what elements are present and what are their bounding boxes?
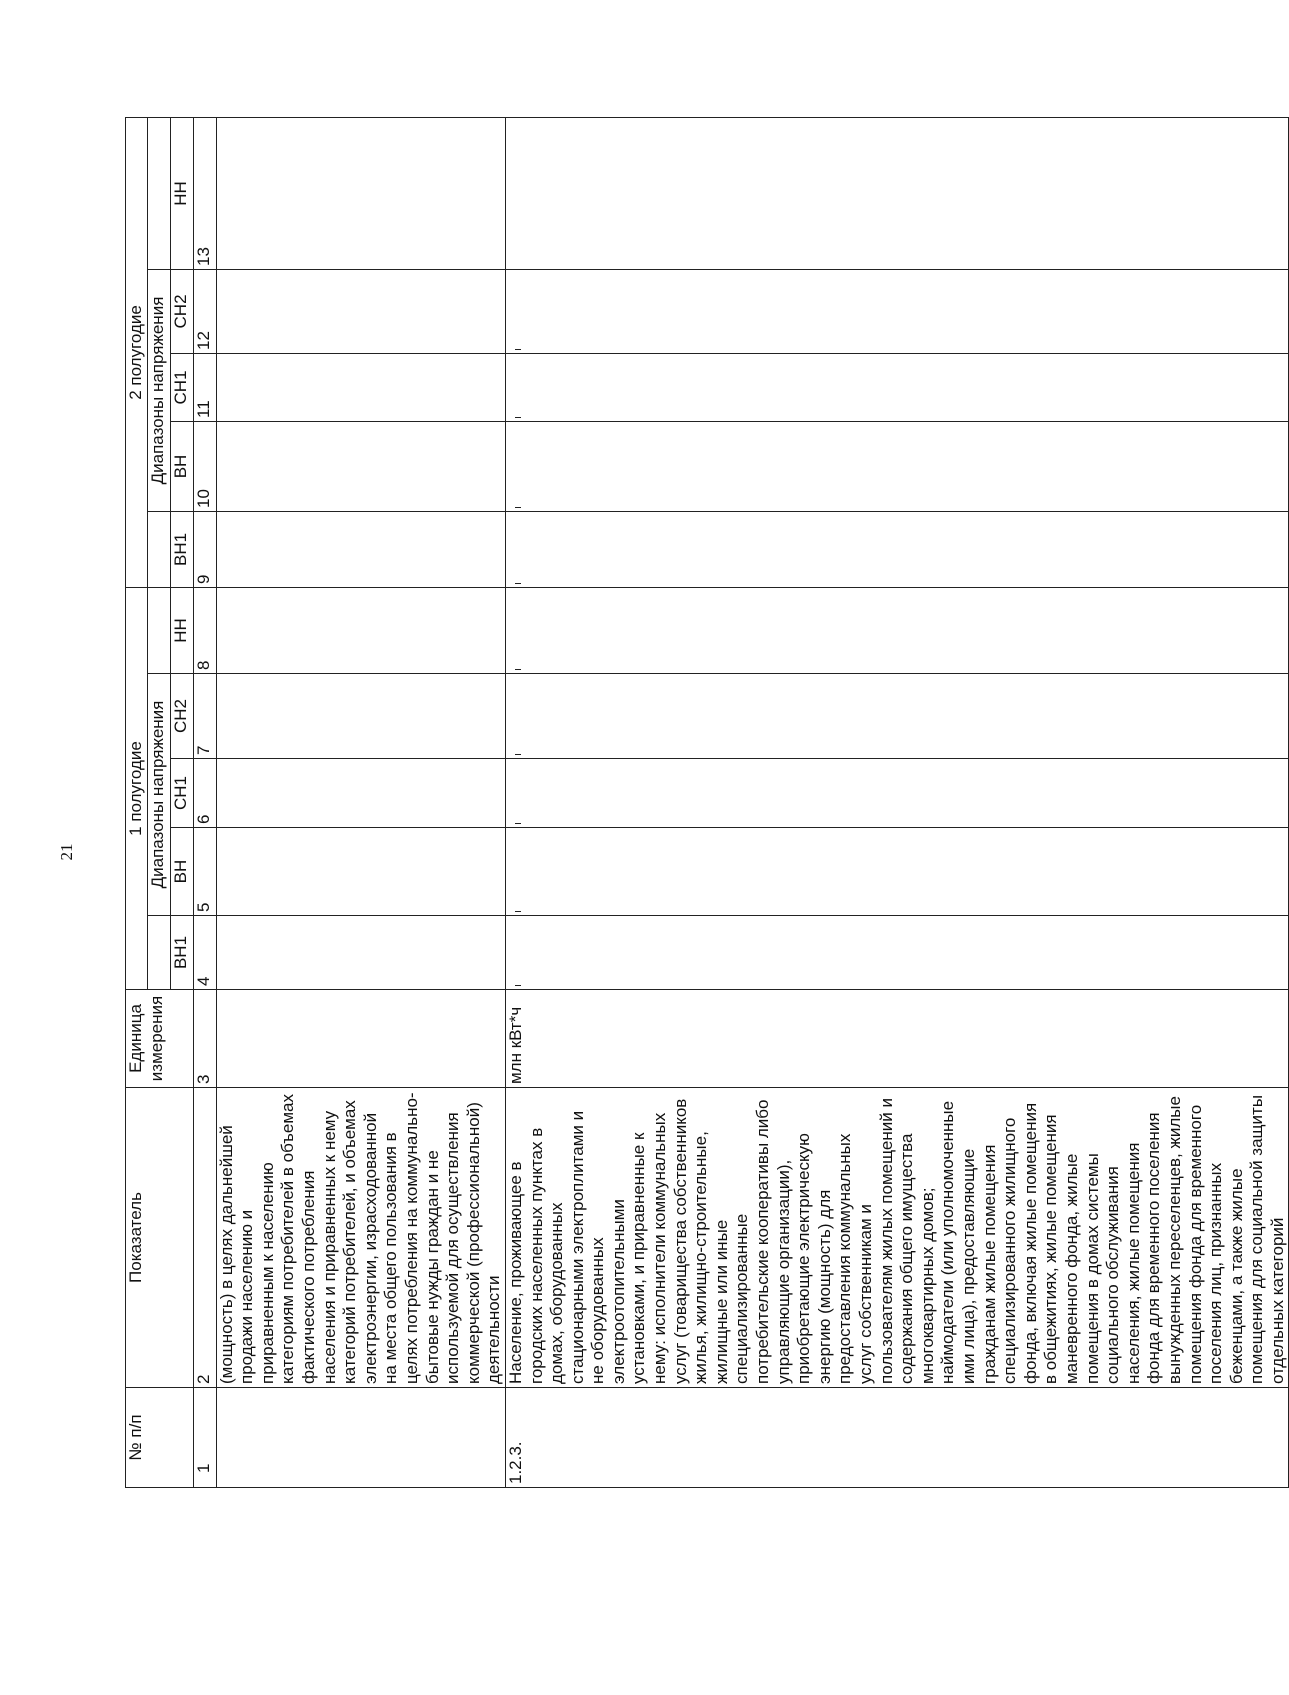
col-num-4: 4 [193, 916, 216, 990]
row-num [216, 1388, 505, 1488]
row-cell [505, 421, 1289, 511]
col-num-9: 9 [193, 511, 216, 587]
col-num-5: 5 [193, 828, 216, 916]
column-number-row [193, 117, 216, 1487]
row-indicator: (мощность) в целях дальнейшей продажи населению и приравненным к населению категориям потребителей в объемах фактического потребления населения и приравненных к нему категорий потребителей, и объемах электроэнергии, израсходованной на места общего пользования в целях потребления на коммунально-бытовые нужды граждан и не используемой для осуществления коммерческой (профессиональной) деятельности [216, 1088, 505, 1388]
col-num-6: 6 [193, 759, 216, 828]
col-num-7: 7 [193, 674, 216, 759]
row-cell [505, 511, 1289, 587]
header-sn1-a: СН1 [170, 759, 193, 828]
row-cell [216, 117, 505, 269]
header-nn-b: НН [170, 117, 193, 269]
header-ranges-2: Диапазоны напряжения [147, 269, 170, 511]
row-cell [216, 587, 505, 673]
col-num-1: 1 [193, 1388, 216, 1488]
header-unit: Единица измерения [126, 990, 194, 1088]
row-cell [216, 421, 505, 511]
cell-tick [515, 754, 521, 755]
row-cell [505, 759, 1289, 828]
rotated-table-container [125, 118, 1287, 1488]
col-num-10: 10 [193, 421, 216, 511]
row-cell [216, 674, 505, 759]
cell-tick [515, 985, 521, 986]
row-cell [216, 759, 505, 828]
col-num-8: 8 [193, 587, 216, 673]
header-vn1-a: ВН1 [170, 916, 193, 990]
cell-tick [515, 669, 521, 670]
col-num-2: 2 [193, 1088, 216, 1388]
row-cell [505, 828, 1289, 916]
header-sn2-b: СН2 [170, 269, 193, 353]
header-vn1-b: ВН1 [170, 511, 193, 587]
cell-tick [515, 823, 521, 824]
col-num-13: 13 [193, 117, 216, 269]
row-cell [505, 916, 1289, 990]
header-indicator: Показатель [126, 1088, 194, 1388]
header-blank-2 [147, 587, 170, 673]
cell-tick [515, 417, 521, 418]
row-cell [505, 353, 1289, 421]
header-vn-a: ВН [170, 828, 193, 916]
row-cell [216, 828, 505, 916]
col-num-11: 11 [193, 353, 216, 421]
table-row [216, 117, 505, 1487]
cell-tick [515, 349, 521, 350]
row-cell [216, 916, 505, 990]
header-sn2-a: СН2 [170, 674, 193, 759]
row-cell [505, 269, 1289, 353]
header-ranges-1: Диапазоны напряжения [147, 674, 170, 916]
row-num: 1.2.3. [505, 1388, 1289, 1488]
row-cell [216, 353, 505, 421]
header-nn-a: НН [170, 587, 193, 673]
cell-tick [515, 583, 521, 584]
header-half-2: 2 полугодие [126, 117, 148, 587]
row-indicator: Население, проживающее в городских населенных пунктах в домах, оборудованных стационарными электроплитами и не оборудованных электроотопительными установками, и приравненные к нему: исполнители коммунальных услуг (товарищества собственников жилья, жилищно-строительные, жилищные или иные специализированные потребительские кооперативы либо управляющие организации), приобретающие электрическую энергию (мощность) для предоставления коммунальных услуг собственникам и пользователям жилых помещений и содержания общего имущества многоквартирных домов; наймодатели (или уполномоченные ими лица), предоставляющие гражданам жилые помещения специализированного жилищного фонда, включая жилые помещения в общежитиях, жилые помещения маневренного фонда, жилые помещения в домах системы социального обслуживания населения, жилые помещения фонда для временного поселения вынужденных переселенцев, жилые помещения фонда для временного поселения лиц, признанных беженцами, а также жилые помещения для социальной защиты отдельных категорий [505, 1088, 1289, 1388]
row-unit: млн кВт*ч [505, 990, 1289, 1088]
header-blank-1 [147, 916, 170, 990]
row-cell [216, 269, 505, 353]
header-vn-b: ВН [170, 421, 193, 511]
row-cell [505, 117, 1289, 269]
page-number: 21 [57, 843, 76, 861]
cell-tick [515, 507, 521, 508]
header-blank-3 [147, 511, 170, 587]
col-num-12: 12 [193, 269, 216, 353]
cell-tick [515, 911, 521, 912]
col-num-3: 3 [193, 990, 216, 1088]
header-blank-4 [147, 117, 170, 269]
row-unit [216, 990, 505, 1088]
row-cell [505, 674, 1289, 759]
row-cell [505, 587, 1289, 673]
row-cell [216, 511, 505, 587]
table-row [505, 117, 1289, 1487]
header-num: № п/п [126, 1388, 194, 1488]
header-sn1-b: СН1 [170, 353, 193, 421]
tariff-table [125, 117, 1289, 1488]
header-row-1 [126, 117, 148, 1487]
header-half-1: 1 полугодие [126, 587, 148, 989]
